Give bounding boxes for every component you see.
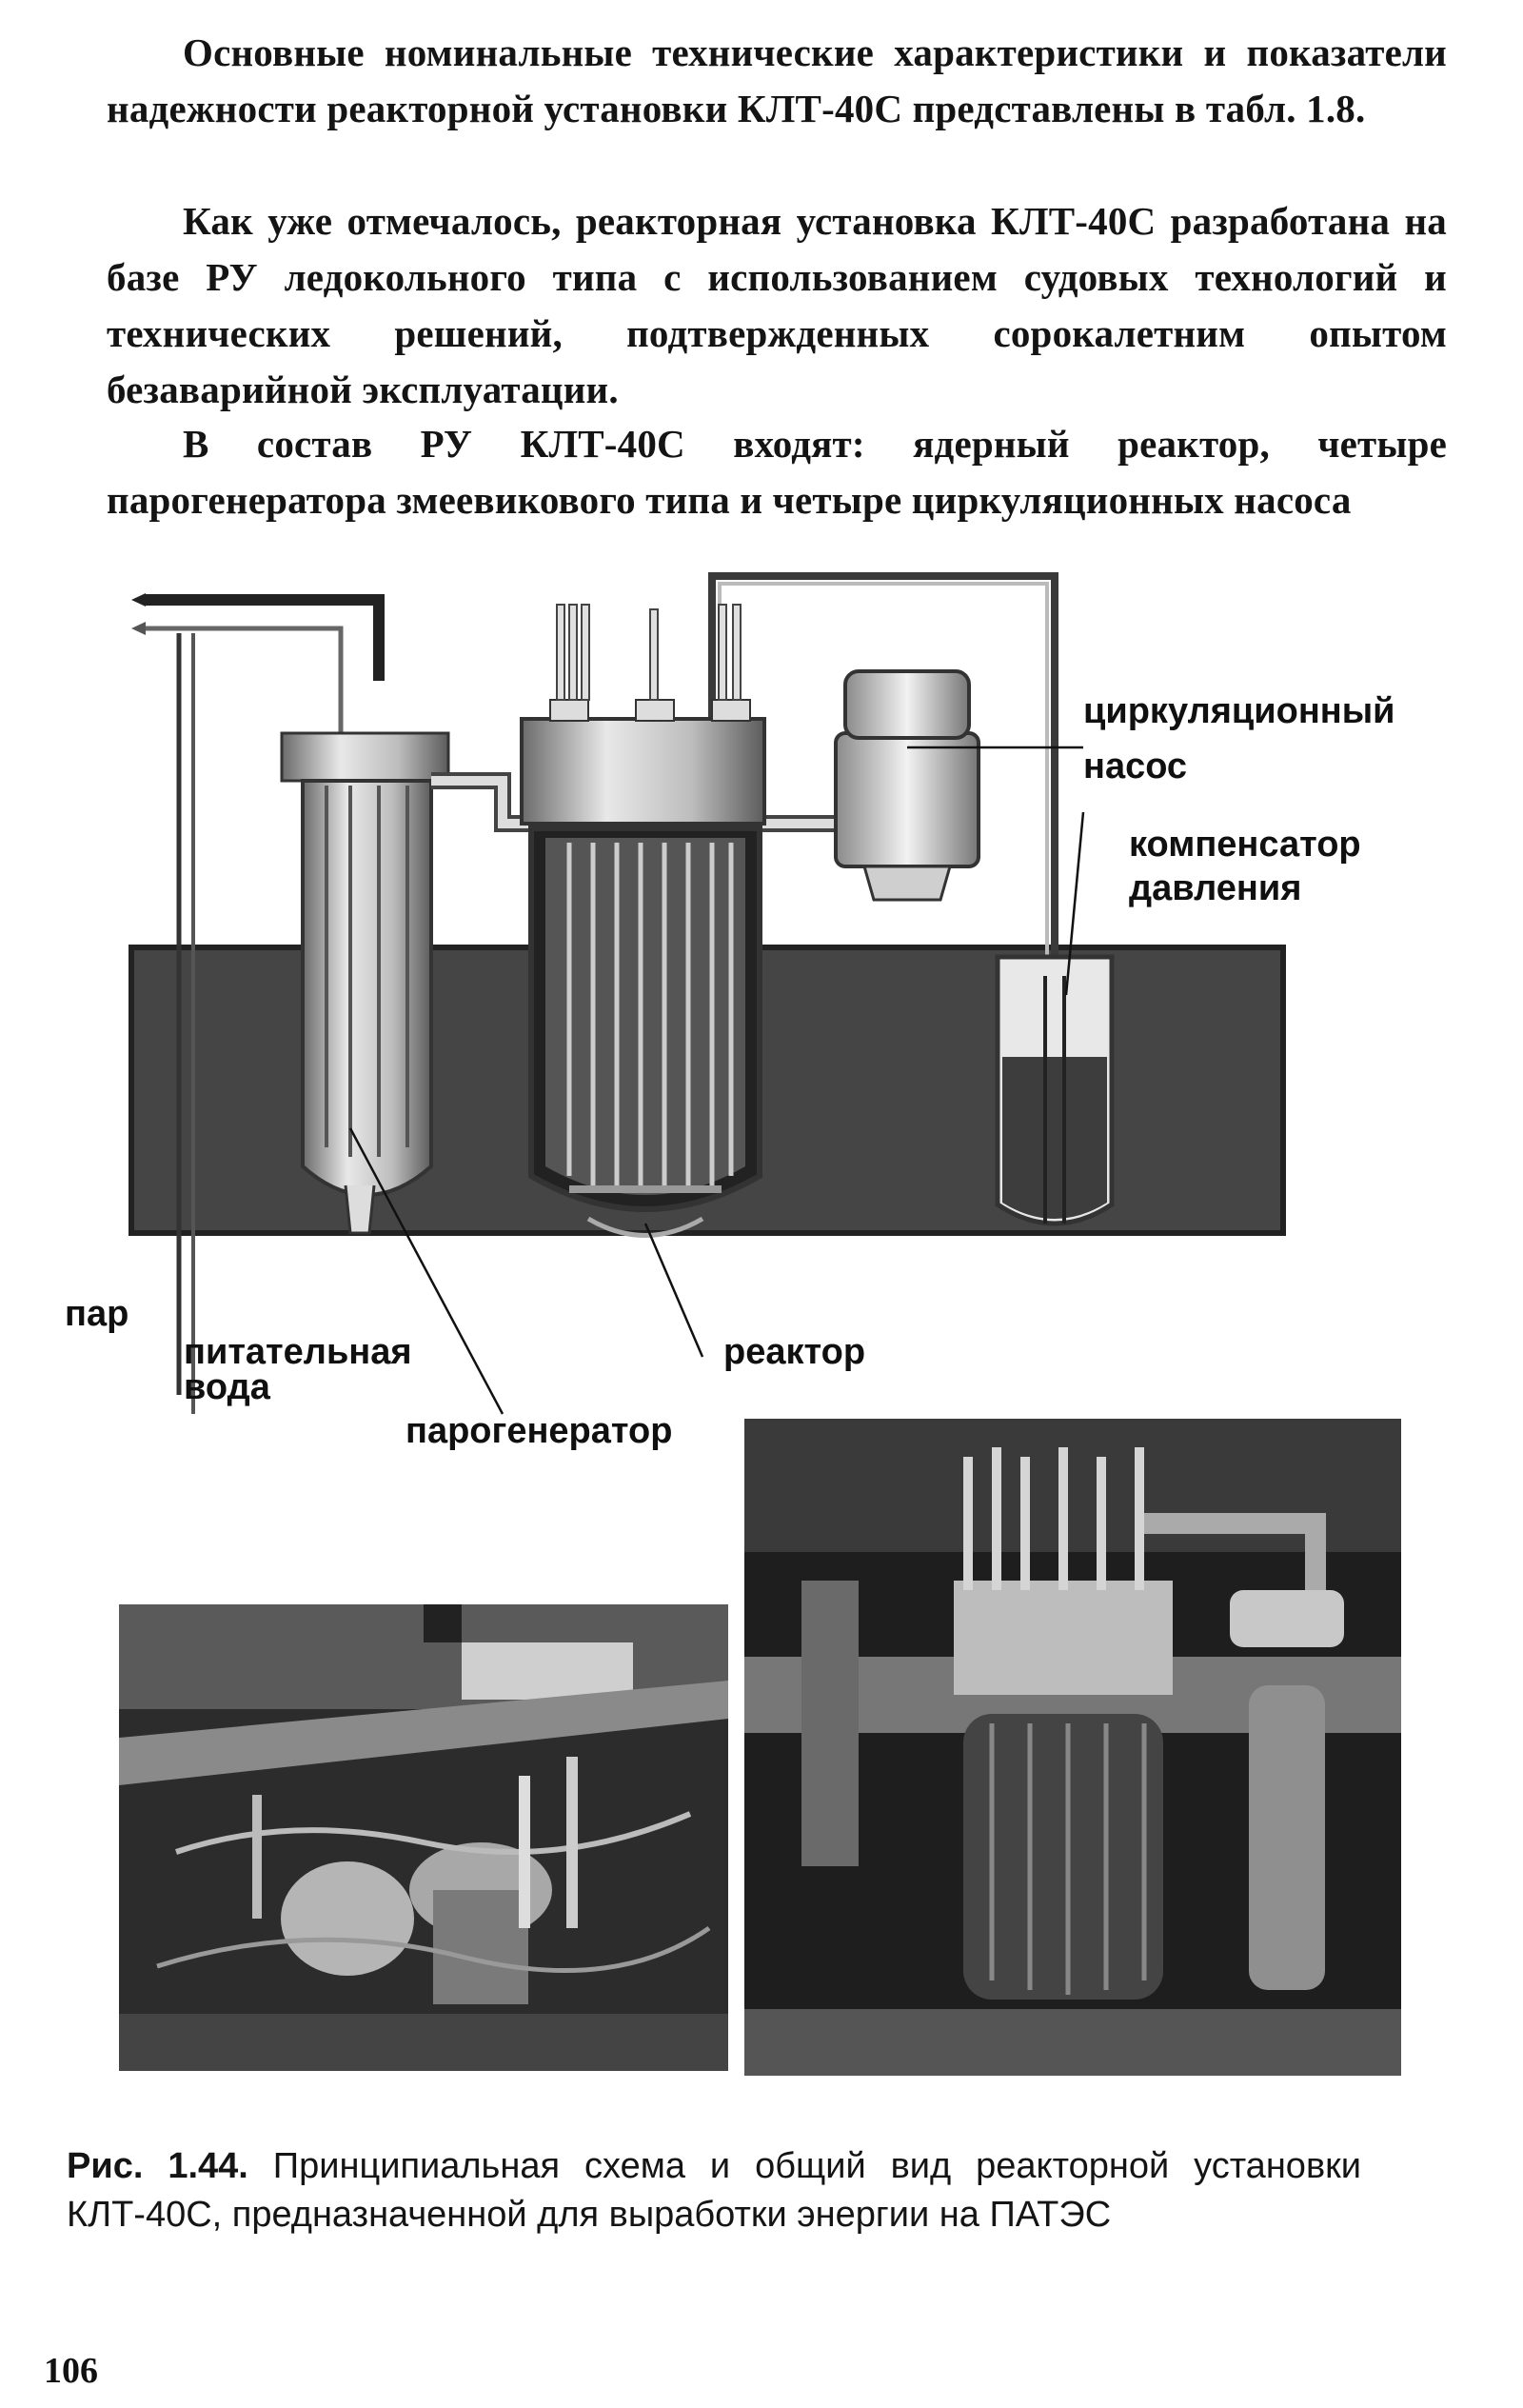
figure-caption <box>67 2142 1361 2239</box>
label-steam: пар <box>65 1294 129 1334</box>
paragraph-design-basis: Как уже отмечалось, реакторная установка КЛТ-40С разработана на базе РУ ледокольного типа с использованием судовых технологий и технических решений, подтвержденных сорокалетним опытом безаварийной эксплуатации. <box>107 199 1447 411</box>
figure-caption-text: Принципиальная схема и общий вид реакторной установки КЛТ-40С, предназначенной для выработки энергии на ПАТЭС <box>67 2146 1361 2235</box>
page-number: 106 <box>44 2351 98 2391</box>
paragraph-composition: В состав РУ КЛТ-40С входят: ядерный реактор, четыре парогенератора змеевикового типа и четыре циркуляционных насоса <box>107 422 1447 522</box>
steam-generator-body <box>303 781 431 1195</box>
label-steam-generator: парогенератор <box>405 1411 673 1451</box>
photo-reactor-deck <box>119 1604 728 2071</box>
label-circulation-pump: циркуляционный <box>1083 691 1395 731</box>
reactor-head <box>522 719 764 824</box>
feedwater-line <box>146 628 341 738</box>
reactor-schematic <box>55 557 1454 1471</box>
label-pressurizer-2: давления <box>1129 868 1302 908</box>
label-feedwater-2: вода <box>184 1367 270 1407</box>
label-reactor: реактор <box>723 1332 866 1372</box>
photo-reactor-model <box>744 1419 1401 2076</box>
label-feedwater: питательная <box>184 1332 412 1372</box>
pump-motor <box>836 733 979 866</box>
steam-generator-head <box>282 733 448 781</box>
label-circulation-pump-2: насос <box>1083 746 1188 786</box>
label-pressurizer: компенсатор <box>1129 825 1361 865</box>
paragraph-characteristics: Основные номинальные технические характеристики и показатели надежности реакторной установки КЛТ-40С представлены в табл. 1.8. <box>107 30 1447 130</box>
figure-number: Рис. 1.44. <box>67 2146 248 2186</box>
